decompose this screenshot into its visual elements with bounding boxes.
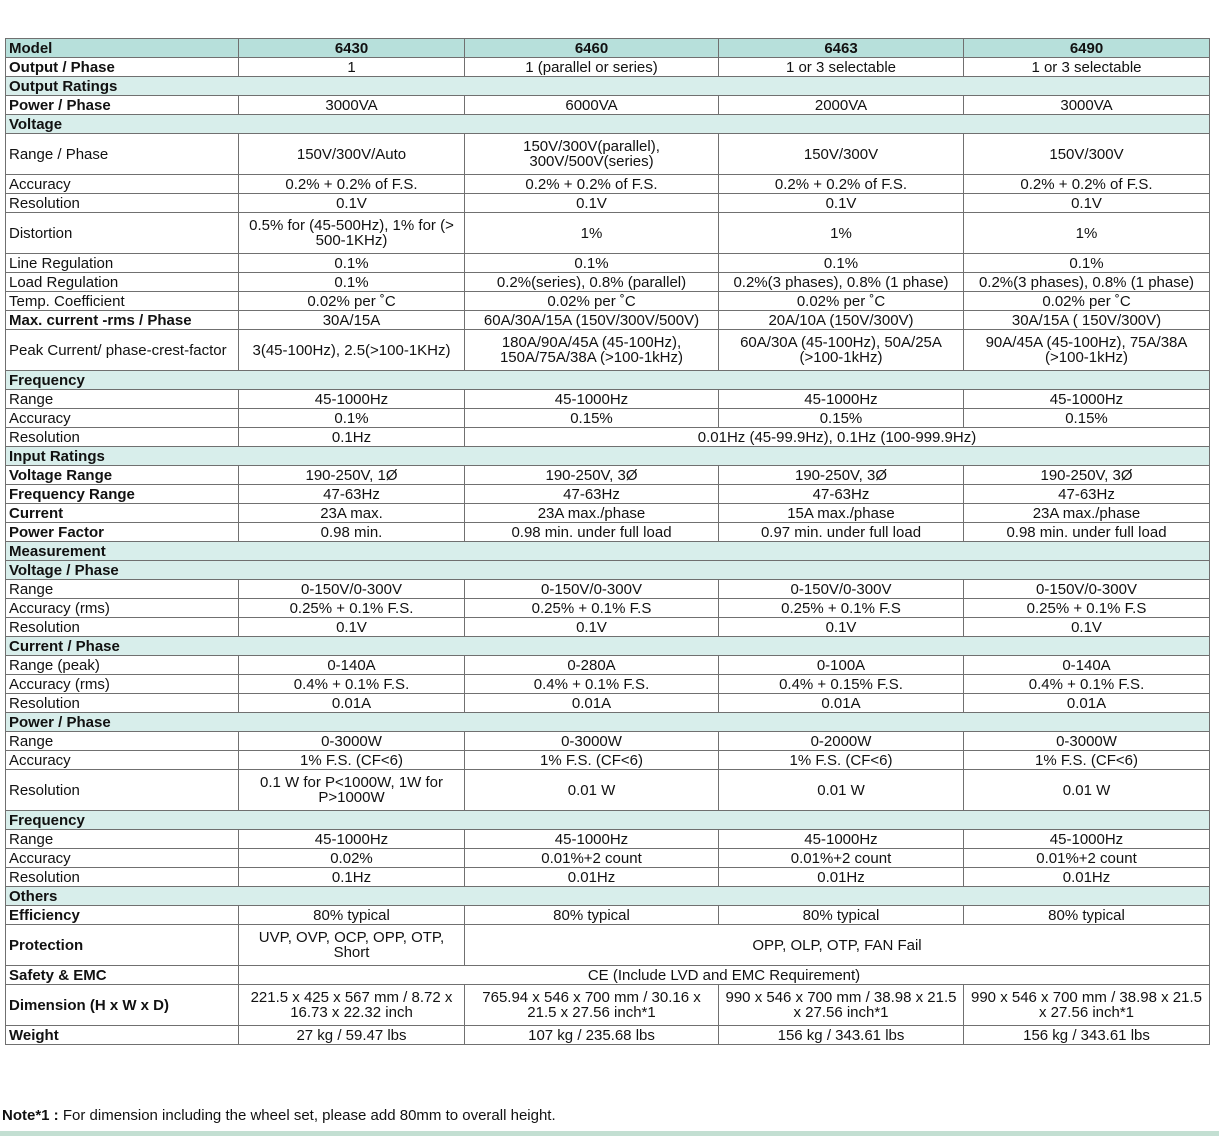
table-row (6, 656, 1210, 675)
row-label: Peak Current/ phase-crest-factor (6, 330, 239, 371)
value-cell: 190-250V, 1Ø (239, 466, 465, 485)
value-cell: 0.25% + 0.1% F.S (719, 599, 964, 618)
value-cell: 23A max./phase (465, 504, 719, 523)
row-label: Efficiency (6, 906, 239, 925)
row-label: Range (peak) (6, 656, 239, 675)
value-cell: 0.4% + 0.1% F.S. (465, 675, 719, 694)
value-cell: 1 (239, 58, 465, 77)
value-cell: 0.1V (719, 618, 964, 637)
table-row (6, 830, 1210, 849)
value-cell: 1 or 3 selectable (719, 58, 964, 77)
section-title: Input Ratings (6, 447, 1210, 466)
spec-table-body (6, 39, 1210, 1045)
value-cell: 30A/15A ( 150V/300V) (964, 311, 1210, 330)
row-label: Range / Phase (6, 134, 239, 175)
value-cell: 0.2% + 0.2% of F.S. (719, 175, 964, 194)
value-cell: 45-1000Hz (964, 830, 1210, 849)
value-cell: 0-2000W (719, 732, 964, 751)
value-cell: 150V/300V/Auto (239, 134, 465, 175)
value-cell: 1% F.S. (CF<6) (239, 751, 465, 770)
table-row (6, 58, 1210, 77)
table-row (6, 134, 1210, 175)
table-row (6, 675, 1210, 694)
value-cell: 80% typical (964, 906, 1210, 925)
table-row (6, 694, 1210, 713)
table-row (6, 599, 1210, 618)
section-row (6, 637, 1210, 656)
value-cell: 20A/10A (150V/300V) (719, 311, 964, 330)
value-cell: 190-250V, 3Ø (719, 466, 964, 485)
section-row (6, 115, 1210, 134)
row-label: Accuracy (6, 751, 239, 770)
value-cell: 0.01 W (719, 770, 964, 811)
row-label: Distortion (6, 213, 239, 254)
table-row (6, 849, 1210, 868)
value-cell: 1% F.S. (CF<6) (465, 751, 719, 770)
value-cell: 45-1000Hz (719, 830, 964, 849)
value-cell: 990 x 546 x 700 mm / 38.98 x 21.5 x 27.56 inch*1 (964, 985, 1210, 1026)
section-row (6, 371, 1210, 390)
footnote-text: For dimension including the wheel set, please add 80mm to overall height. (58, 1107, 556, 1124)
value-cell: 0-140A (964, 656, 1210, 675)
table-row (6, 175, 1210, 194)
value-cell: 47-63Hz (465, 485, 719, 504)
row-label: Dimension (H x W x D) (6, 985, 239, 1026)
table-row (6, 580, 1210, 599)
table-row (6, 925, 1210, 966)
value-cell: 107 kg / 235.68 lbs (465, 1026, 719, 1045)
row-label: Resolution (6, 428, 239, 447)
value-cell: 45-1000Hz (239, 830, 465, 849)
value-cell: UVP, OVP, OCP, OPP, OTP, Short (239, 925, 465, 966)
section-title: Output Ratings (6, 77, 1210, 96)
footnote-label: Note*1 : (2, 1107, 59, 1124)
value-cell: 0.02% per ˚C (239, 292, 465, 311)
value-cell: 0.4% + 0.1% F.S. (239, 675, 465, 694)
row-label: Safety & EMC (6, 966, 239, 985)
value-cell: 0.2% + 0.2% of F.S. (465, 175, 719, 194)
value-cell: 0.4% + 0.1% F.S. (964, 675, 1210, 694)
value-cell: 0.1V (465, 194, 719, 213)
section-row (6, 713, 1210, 732)
value-cell: 0.25% + 0.1% F.S (964, 599, 1210, 618)
table-row (6, 292, 1210, 311)
model-header-cell: 6490 (964, 39, 1210, 58)
value-cell: 0-3000W (964, 732, 1210, 751)
row-label: Range (6, 830, 239, 849)
row-label: Accuracy (6, 409, 239, 428)
value-cell: 0.1V (964, 194, 1210, 213)
value-cell: CE (Include LVD and EMC Requirement) (239, 966, 1210, 985)
value-cell: 0.01Hz (719, 868, 964, 887)
table-row (6, 732, 1210, 751)
value-cell: 27 kg / 59.47 lbs (239, 1026, 465, 1045)
row-label: Range (6, 390, 239, 409)
value-cell: 0.01Hz (45-99.9Hz), 0.1Hz (100-999.9Hz) (465, 428, 1210, 447)
table-row (6, 466, 1210, 485)
table-row (6, 868, 1210, 887)
value-cell: 0.15% (465, 409, 719, 428)
value-cell: 0.1% (239, 409, 465, 428)
value-cell: 0.15% (964, 409, 1210, 428)
table-row (6, 523, 1210, 542)
value-cell: 0.1% (465, 254, 719, 273)
value-cell: 80% typical (719, 906, 964, 925)
value-cell: 6000VA (465, 96, 719, 115)
value-cell: 0.4% + 0.15% F.S. (719, 675, 964, 694)
value-cell: 45-1000Hz (719, 390, 964, 409)
section-row (6, 811, 1210, 830)
value-cell: 0.01A (964, 694, 1210, 713)
value-cell: 0.1V (239, 618, 465, 637)
row-label: Accuracy (rms) (6, 675, 239, 694)
row-label: Load Regulation (6, 273, 239, 292)
row-label: Current (6, 504, 239, 523)
value-cell: 0.01 W (465, 770, 719, 811)
value-cell: 60A/30A (45-100Hz), 50A/25A (>100-1kHz) (719, 330, 964, 371)
table-row (6, 409, 1210, 428)
section-title: Voltage / Phase (6, 561, 1210, 580)
section-title: Current / Phase (6, 637, 1210, 656)
value-cell: 0-150V/0-300V (719, 580, 964, 599)
value-cell: 0-3000W (239, 732, 465, 751)
value-cell: 0.5% for (45-500Hz), 1% for (> 500-1KHz) (239, 213, 465, 254)
value-cell: 0.02% per ˚C (465, 292, 719, 311)
value-cell: 0.1% (964, 254, 1210, 273)
table-row (6, 618, 1210, 637)
value-cell: 0.01Hz (465, 868, 719, 887)
footnote (2, 1107, 556, 1124)
row-label: Range (6, 580, 239, 599)
value-cell: 156 kg / 343.61 lbs (964, 1026, 1210, 1045)
table-row (6, 985, 1210, 1026)
value-cell: 0.15% (719, 409, 964, 428)
value-cell: 1% (465, 213, 719, 254)
section-title: Frequency (6, 811, 1210, 830)
header-row (6, 39, 1210, 58)
row-label: Model (6, 39, 239, 58)
value-cell: 0.1V (239, 194, 465, 213)
value-cell: 0.1 W for P<1000W, 1W for P>1000W (239, 770, 465, 811)
section-row (6, 887, 1210, 906)
value-cell: 221.5 x 425 x 567 mm / 8.72 x 16.73 x 22.32 inch (239, 985, 465, 1026)
table-row (6, 330, 1210, 371)
row-label: Resolution (6, 694, 239, 713)
value-cell: 1% (964, 213, 1210, 254)
value-cell: 0.98 min. under full load (964, 523, 1210, 542)
value-cell: 23A max. (239, 504, 465, 523)
row-label: Frequency Range (6, 485, 239, 504)
table-row (6, 770, 1210, 811)
value-cell: 0.2% + 0.2% of F.S. (964, 175, 1210, 194)
section-row (6, 447, 1210, 466)
row-label: Resolution (6, 770, 239, 811)
row-label: Temp. Coefficient (6, 292, 239, 311)
section-row (6, 542, 1210, 561)
row-label: Max. current -rms / Phase (6, 311, 239, 330)
value-cell: 0.1V (465, 618, 719, 637)
value-cell: 150V/300V (719, 134, 964, 175)
value-cell: 45-1000Hz (465, 830, 719, 849)
table-row (6, 428, 1210, 447)
section-title: Voltage (6, 115, 1210, 134)
table-row (6, 254, 1210, 273)
value-cell: 990 x 546 x 700 mm / 38.98 x 21.5 x 27.56 inch*1 (719, 985, 964, 1026)
value-cell: 0-280A (465, 656, 719, 675)
value-cell: 0-150V/0-300V (239, 580, 465, 599)
value-cell: 15A max./phase (719, 504, 964, 523)
table-row (6, 311, 1210, 330)
value-cell: 45-1000Hz (465, 390, 719, 409)
table-row (6, 1026, 1210, 1045)
row-label: Power / Phase (6, 96, 239, 115)
table-row (6, 194, 1210, 213)
model-header-cell: 6463 (719, 39, 964, 58)
value-cell: 47-63Hz (964, 485, 1210, 504)
value-cell: 0.01A (465, 694, 719, 713)
value-cell: 3000VA (239, 96, 465, 115)
row-label: Accuracy (6, 175, 239, 194)
value-cell: 2000VA (719, 96, 964, 115)
value-cell: 1% F.S. (CF<6) (964, 751, 1210, 770)
section-row (6, 77, 1210, 96)
value-cell: 0.98 min. (239, 523, 465, 542)
row-label: Accuracy (rms) (6, 599, 239, 618)
value-cell: 0-150V/0-300V (465, 580, 719, 599)
value-cell: 0.1Hz (239, 868, 465, 887)
value-cell: 30A/15A (239, 311, 465, 330)
value-cell: 1% (719, 213, 964, 254)
value-cell: 0.2%(series), 0.8% (parallel) (465, 273, 719, 292)
value-cell: 0-3000W (465, 732, 719, 751)
row-label: Protection (6, 925, 239, 966)
value-cell: 190-250V, 3Ø (465, 466, 719, 485)
value-cell: 90A/45A (45-100Hz), 75A/38A (>100-1kHz) (964, 330, 1210, 371)
spec-table (5, 38, 1210, 1045)
value-cell: 0-100A (719, 656, 964, 675)
row-label: Range (6, 732, 239, 751)
value-cell: 80% typical (465, 906, 719, 925)
section-title: Frequency (6, 371, 1210, 390)
section-row (6, 561, 1210, 580)
value-cell: 180A/90A/45A (45-100Hz), 150A/75A/38A (>100-1kHz) (465, 330, 719, 371)
table-row (6, 906, 1210, 925)
value-cell: 47-63Hz (719, 485, 964, 504)
table-row (6, 213, 1210, 254)
value-cell: 0.1% (239, 254, 465, 273)
value-cell: 0.02% (239, 849, 465, 868)
value-cell: 0.01A (719, 694, 964, 713)
table-row (6, 390, 1210, 409)
value-cell: 0.02% per ˚C (964, 292, 1210, 311)
value-cell: 0.01%+2 count (465, 849, 719, 868)
value-cell: 1 (parallel or series) (465, 58, 719, 77)
row-label: Line Regulation (6, 254, 239, 273)
value-cell: 0.01Hz (964, 868, 1210, 887)
table-row (6, 751, 1210, 770)
table-row (6, 504, 1210, 523)
row-label: Weight (6, 1026, 239, 1045)
value-cell: 3000VA (964, 96, 1210, 115)
value-cell: 1 or 3 selectable (964, 58, 1210, 77)
section-title: Measurement (6, 542, 1210, 561)
value-cell: 1% F.S. (CF<6) (719, 751, 964, 770)
value-cell: 0.01%+2 count (719, 849, 964, 868)
section-title: Others (6, 887, 1210, 906)
value-cell: 0.2%(3 phases), 0.8% (1 phase) (719, 273, 964, 292)
value-cell: 0.25% + 0.1% F.S (465, 599, 719, 618)
row-label: Voltage Range (6, 466, 239, 485)
bottom-divider (0, 1131, 1219, 1136)
value-cell: 765.94 x 546 x 700 mm / 30.16 x 21.5 x 27.56 inch*1 (465, 985, 719, 1026)
value-cell: 0.25% + 0.1% F.S. (239, 599, 465, 618)
value-cell: 0.97 min. under full load (719, 523, 964, 542)
value-cell: 190-250V, 3Ø (964, 466, 1210, 485)
value-cell: 0.2%(3 phases), 0.8% (1 phase) (964, 273, 1210, 292)
value-cell: 0-150V/0-300V (964, 580, 1210, 599)
value-cell: 0.01 W (964, 770, 1210, 811)
value-cell: 0.02% per ˚C (719, 292, 964, 311)
value-cell: 150V/300V (964, 134, 1210, 175)
value-cell: 80% typical (239, 906, 465, 925)
value-cell: 0.01%+2 count (964, 849, 1210, 868)
row-label: Resolution (6, 194, 239, 213)
value-cell: 0-140A (239, 656, 465, 675)
table-row (6, 485, 1210, 504)
value-cell: 23A max./phase (964, 504, 1210, 523)
value-cell: OPP, OLP, OTP, FAN Fail (465, 925, 1210, 966)
value-cell: 0.1% (719, 254, 964, 273)
value-cell: 47-63Hz (239, 485, 465, 504)
row-label: Output / Phase (6, 58, 239, 77)
model-header-cell: 6460 (465, 39, 719, 58)
value-cell: 0.1V (719, 194, 964, 213)
value-cell: 45-1000Hz (239, 390, 465, 409)
row-label: Power Factor (6, 523, 239, 542)
section-title: Power / Phase (6, 713, 1210, 732)
value-cell: 60A/30A/15A (150V/300V/500V) (465, 311, 719, 330)
value-cell: 0.01A (239, 694, 465, 713)
row-label: Resolution (6, 618, 239, 637)
value-cell: 3(45-100Hz), 2.5(>100-1KHz) (239, 330, 465, 371)
table-row (6, 273, 1210, 292)
table-row (6, 96, 1210, 115)
model-header-cell: 6430 (239, 39, 465, 58)
value-cell: 156 kg / 343.61 lbs (719, 1026, 964, 1045)
value-cell: 0.1% (239, 273, 465, 292)
value-cell: 150V/300V(parallel), 300V/500V(series) (465, 134, 719, 175)
value-cell: 0.2% + 0.2% of F.S. (239, 175, 465, 194)
value-cell: 0.98 min. under full load (465, 523, 719, 542)
table-row (6, 966, 1210, 985)
row-label: Resolution (6, 868, 239, 887)
value-cell: 0.1V (964, 618, 1210, 637)
value-cell: 45-1000Hz (964, 390, 1210, 409)
value-cell: 0.1Hz (239, 428, 465, 447)
row-label: Accuracy (6, 849, 239, 868)
